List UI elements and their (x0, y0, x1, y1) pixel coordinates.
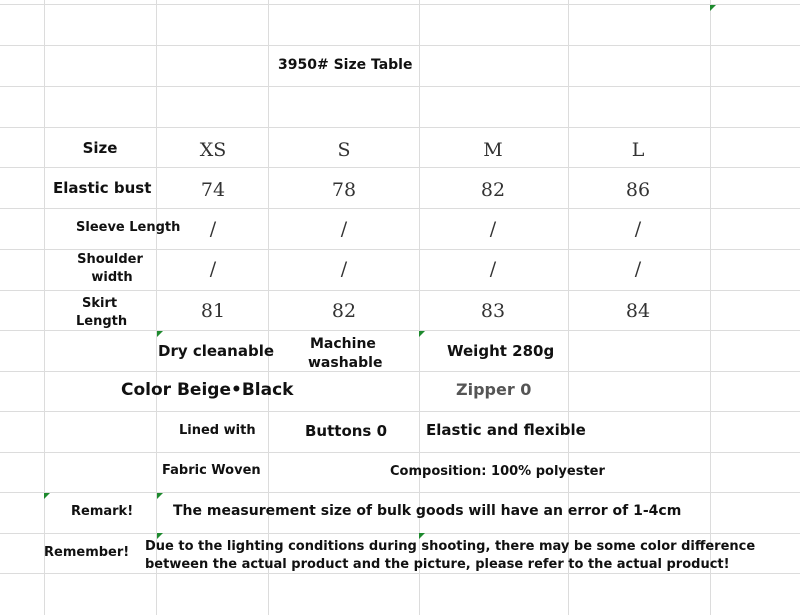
cell-marker-icon (419, 331, 425, 337)
grid-line (568, 0, 569, 615)
table-cell: / (209, 218, 217, 240)
grid-line (0, 533, 800, 534)
dry-cleanable-text: Dry cleanable (158, 342, 275, 360)
table-cell: / (209, 258, 217, 280)
fabric-text: Fabric Woven (162, 463, 261, 478)
remember-line-2: between the actual product and the picture, please refer to the actual product! (145, 557, 730, 572)
grid-line (710, 0, 711, 615)
row-label-width: width (91, 270, 133, 285)
table-cell: 83 (480, 300, 506, 322)
grid-line (0, 86, 800, 87)
row-label-length: Length (76, 314, 128, 329)
table-title: 3950# Size Table (278, 57, 413, 73)
table-cell: 82 (480, 179, 506, 201)
remark-text: The measurement size of bulk goods will have an error of 1-4cm (173, 503, 682, 519)
grid-line (44, 0, 45, 615)
grid-line (0, 492, 800, 493)
table-cell: / (634, 258, 642, 280)
grid-line (0, 411, 800, 412)
table-cell: / (340, 218, 348, 240)
remark-label: Remark! (71, 504, 134, 519)
grid-line (0, 290, 800, 291)
cell-marker-icon (157, 331, 163, 337)
grid-line (0, 330, 800, 331)
table-cell: / (489, 218, 497, 240)
cell-marker-icon (157, 493, 163, 499)
table-cell: 81 (200, 300, 226, 322)
table-cell: 84 (625, 300, 651, 322)
size-l: L (631, 139, 645, 161)
table-cell: / (340, 258, 348, 280)
color-text: Color Beige•Black (121, 380, 294, 400)
row-label-shoulder: Shoulder (77, 252, 143, 267)
cell-marker-icon (44, 493, 50, 499)
table-cell: / (634, 218, 642, 240)
table-cell: 78 (331, 179, 357, 201)
row-label-elastic-bust: Elastic bust (53, 179, 152, 197)
grid-line (268, 0, 269, 615)
table-cell: 82 (331, 300, 357, 322)
table-cell: 86 (625, 179, 651, 201)
grid-line (0, 45, 800, 46)
grid-line (419, 0, 420, 615)
row-label-sleeve-length: Sleeve Length (76, 220, 181, 235)
machine-text: Machine (310, 336, 376, 352)
grid-line (0, 4, 800, 5)
elastic-text: Elastic and flexible (426, 421, 586, 439)
cell-marker-icon (710, 5, 716, 11)
washable-text: washable (308, 355, 383, 371)
composition-text: Composition: 100% polyester (390, 464, 605, 479)
buttons-text: Buttons 0 (305, 422, 388, 440)
zipper-text: Zipper 0 (456, 380, 532, 399)
lined-with-text: Lined with (179, 423, 256, 438)
grid-line (0, 249, 800, 250)
size-xs: XS (199, 139, 227, 161)
remember-label: Remember! (44, 545, 130, 560)
grid-line (156, 0, 157, 615)
grid-line (0, 208, 800, 209)
grid-line (0, 573, 800, 574)
table-cell: / (489, 258, 497, 280)
row-label-skirt: Skirt (82, 296, 118, 311)
grid-line (0, 127, 800, 128)
weight-text: Weight 280g (447, 342, 555, 360)
grid-line (0, 371, 800, 372)
size-header: Size (82, 139, 118, 157)
size-s: S (337, 139, 351, 161)
size-m: M (483, 139, 503, 161)
remember-line-1: Due to the lighting conditions during shooting, there may be some color difference (145, 539, 756, 554)
grid-line (0, 452, 800, 453)
table-cell: 74 (200, 179, 226, 201)
grid-line (0, 167, 800, 168)
